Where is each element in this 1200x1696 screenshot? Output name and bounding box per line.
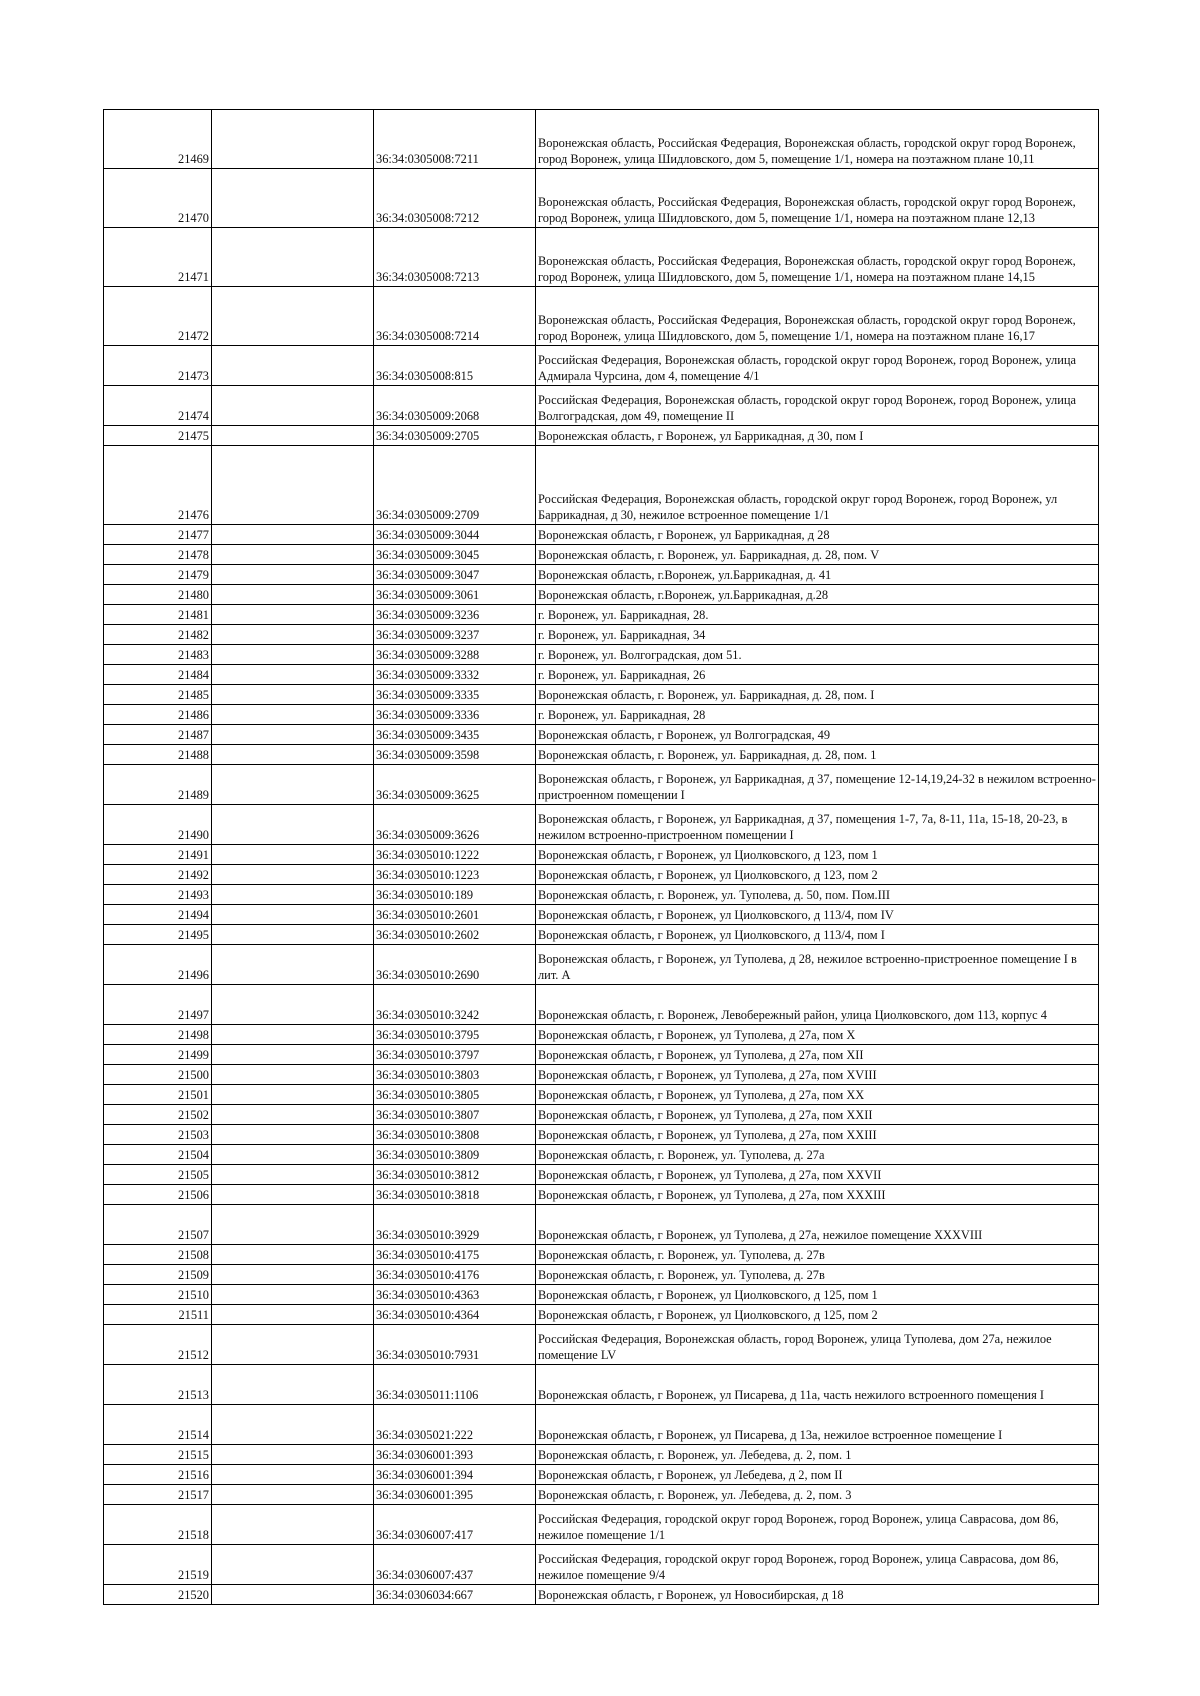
row-number: 21509	[104, 1265, 212, 1285]
empty-cell	[212, 925, 374, 945]
address: Воронежская область, г Воронеж, ул Туполева, д 27а, пом XXIII	[536, 1125, 1099, 1145]
empty-cell	[212, 1065, 374, 1085]
address: Воронежская область, г Воронеж, ул Баррикадная, д 28	[536, 525, 1099, 545]
row-number: 21504	[104, 1145, 212, 1165]
row-number: 21508	[104, 1245, 212, 1265]
empty-cell	[212, 1045, 374, 1065]
row-number: 21514	[104, 1405, 212, 1445]
empty-cell	[212, 1465, 374, 1485]
cadastral-number: 36:34:0305009:3061	[374, 585, 536, 605]
address: Воронежская область, г. Воронеж, ул. Баррикадная, д. 28, пом. I	[536, 685, 1099, 705]
empty-cell	[212, 685, 374, 705]
cadastral-number: 36:34:0305009:3336	[374, 705, 536, 725]
row-number: 21488	[104, 745, 212, 765]
empty-cell	[212, 865, 374, 885]
empty-cell	[212, 1445, 374, 1465]
address: Воронежская область, г Воронеж, ул Циолковского, д 125, пом 2	[536, 1305, 1099, 1325]
cadastral-number: 36:34:0305009:3626	[374, 805, 536, 845]
table-row	[104, 110, 1099, 169]
cadastral-number: 36:34:0305010:2690	[374, 945, 536, 985]
empty-cell	[212, 1365, 374, 1405]
row-number: 21513	[104, 1365, 212, 1405]
address: Воронежская область, г Воронеж, ул Туполева, д 27а, пом XXVII	[536, 1165, 1099, 1185]
address: Воронежская область, г. Воронеж, ул. Туполева, д. 27в	[536, 1265, 1099, 1285]
table-row	[104, 1505, 1099, 1545]
empty-cell	[212, 426, 374, 446]
cadastral-number: 36:34:0305009:3288	[374, 645, 536, 665]
table-row	[104, 1285, 1099, 1305]
cadastral-number: 36:34:0306007:437	[374, 1545, 536, 1585]
row-number: 21487	[104, 725, 212, 745]
table-row	[104, 525, 1099, 545]
row-number: 21499	[104, 1045, 212, 1065]
row-number: 21479	[104, 565, 212, 585]
cadastral-number: 36:34:0305010:3812	[374, 1165, 536, 1185]
address: г. Воронеж, ул. Баррикадная, 28.	[536, 605, 1099, 625]
table-row	[104, 1585, 1099, 1605]
address: Воронежская область, г Воронеж, ул Баррикадная, д 37, помещения 1-7, 7а, 8-11, 11а, 15-18, 20-23, в нежилом встроенно-пристроенном помещении I	[536, 805, 1099, 845]
cadastral-number: 36:34:0305008:7211	[374, 110, 536, 169]
cadastral-number: 36:34:0305008:815	[374, 346, 536, 386]
table-row	[104, 925, 1099, 945]
table-row	[104, 1125, 1099, 1145]
cadastral-number: 36:34:0305010:3242	[374, 985, 536, 1025]
cadastral-number: 36:34:0305010:7931	[374, 1325, 536, 1365]
address: Воронежская область, Российская Федерация, Воронежская область, городской округ город Воронеж, город Воронеж, улица Шидловского, дом 5, помещение 1/1, номера на поэтажном плане 12,13	[536, 169, 1099, 228]
empty-cell	[212, 805, 374, 845]
table-row	[104, 287, 1099, 346]
address: Воронежская область, г Воронеж, ул Писарева, д 13а, нежилое встроенное помещение I	[536, 1405, 1099, 1445]
cadastral-number: 36:34:0305010:4176	[374, 1265, 536, 1285]
address: Воронежская область, г Воронеж, ул Циолковского, д 123, пом 2	[536, 865, 1099, 885]
address: Российская Федерация, Воронежская область, городской округ город Воронеж, город Воронеж, ул Баррикадная, д 30, нежилое встроенное помещение 1/1	[536, 446, 1099, 525]
row-number: 21469	[104, 110, 212, 169]
table-row	[104, 645, 1099, 665]
row-number: 21490	[104, 805, 212, 845]
cadastral-number: 36:34:0305010:3807	[374, 1105, 536, 1125]
row-number: 21483	[104, 645, 212, 665]
address: Воронежская область, г Воронеж, ул Новосибирская, д 18	[536, 1585, 1099, 1605]
address: Российская Федерация, городской округ город Воронеж, город Воронеж, улица Саврасова, дом 86, нежилое помещение 9/4	[536, 1545, 1099, 1585]
cadastral-number: 36:34:0305010:2601	[374, 905, 536, 925]
cadastral-number: 36:34:0305009:3332	[374, 665, 536, 685]
empty-cell	[212, 1125, 374, 1145]
empty-cell	[212, 945, 374, 985]
empty-cell	[212, 525, 374, 545]
row-number: 21491	[104, 845, 212, 865]
empty-cell	[212, 346, 374, 386]
empty-cell	[212, 1325, 374, 1365]
empty-cell	[212, 605, 374, 625]
row-number: 21475	[104, 426, 212, 446]
table-row	[104, 1465, 1099, 1485]
table-row	[104, 725, 1099, 745]
cadastral-number: 36:34:0305010:2602	[374, 925, 536, 945]
row-number: 21478	[104, 545, 212, 565]
cadastral-number: 36:34:0305010:189	[374, 885, 536, 905]
empty-cell	[212, 228, 374, 287]
address: Российская Федерация, Воронежская область, городской округ город Воронеж, город Воронеж, улица Адмирала Чурсина, дом 4, помещение 4/1	[536, 346, 1099, 386]
table-row	[104, 1185, 1099, 1205]
table-row	[104, 605, 1099, 625]
cadastral-number: 36:34:0305010:3805	[374, 1085, 536, 1105]
cadastral-number: 36:34:0305009:3435	[374, 725, 536, 745]
row-number: 21470	[104, 169, 212, 228]
empty-cell	[212, 1085, 374, 1105]
address: Воронежская область, г Воронеж, ул Лебедева, д 2, пом II	[536, 1465, 1099, 1485]
row-number: 21477	[104, 525, 212, 545]
row-number: 21500	[104, 1065, 212, 1085]
empty-cell	[212, 1145, 374, 1165]
table-row	[104, 346, 1099, 386]
row-number: 21503	[104, 1125, 212, 1145]
row-number: 21516	[104, 1465, 212, 1485]
empty-cell	[212, 545, 374, 565]
table-row	[104, 805, 1099, 845]
cadastral-number: 36:34:0305009:2705	[374, 426, 536, 446]
empty-cell	[212, 1485, 374, 1505]
address: Воронежская область, г Воронеж, ул Туполева, д 27а, пом XII	[536, 1045, 1099, 1065]
table-row	[104, 1245, 1099, 1265]
cadastral-number: 36:34:0305009:3237	[374, 625, 536, 645]
row-number: 21480	[104, 585, 212, 605]
address: Воронежская область, г Воронеж, ул Туполева, д 27а, пом XXXIII	[536, 1185, 1099, 1205]
table-row	[104, 1165, 1099, 1185]
empty-cell	[212, 905, 374, 925]
table-row	[104, 905, 1099, 925]
table-row	[104, 1485, 1099, 1505]
row-number: 21510	[104, 1285, 212, 1305]
row-number: 21481	[104, 605, 212, 625]
cadastral-number: 36:34:0306001:395	[374, 1485, 536, 1505]
cadastral-number: 36:34:0305010:3803	[374, 1065, 536, 1085]
cadastral-number: 36:34:0305010:3818	[374, 1185, 536, 1205]
table-row	[104, 386, 1099, 426]
table-row	[104, 745, 1099, 765]
address: Воронежская область, г. Воронеж, ул. Лебедева, д. 2, пом. 3	[536, 1485, 1099, 1505]
empty-cell	[212, 1205, 374, 1245]
empty-cell	[212, 1585, 374, 1605]
cadastral-number: 36:34:0305008:7212	[374, 169, 536, 228]
empty-cell	[212, 110, 374, 169]
table-row	[104, 1025, 1099, 1045]
row-number: 21506	[104, 1185, 212, 1205]
row-number: 21497	[104, 985, 212, 1025]
cadastral-number: 36:34:0305010:3795	[374, 1025, 536, 1045]
row-number: 21515	[104, 1445, 212, 1465]
address: Воронежская область, г Воронеж, ул Туполева, д 27а, пом XX	[536, 1085, 1099, 1105]
cadastral-number: 36:34:0305008:7214	[374, 287, 536, 346]
table-row	[104, 545, 1099, 565]
address: Воронежская область, г. Воронеж, ул. Баррикадная, д. 28, пом. 1	[536, 745, 1099, 765]
cadastral-number: 36:34:0305009:3598	[374, 745, 536, 765]
cadastral-number: 36:34:0305010:3809	[374, 1145, 536, 1165]
address: Воронежская область, г Воронеж, ул Волгоградская, 49	[536, 725, 1099, 745]
row-number: 21498	[104, 1025, 212, 1045]
table-row	[104, 169, 1099, 228]
empty-cell	[212, 1265, 374, 1285]
row-number: 21489	[104, 765, 212, 805]
empty-cell	[212, 446, 374, 525]
row-number: 21494	[104, 905, 212, 925]
registry-body	[104, 110, 1099, 1605]
table-row	[104, 1105, 1099, 1125]
row-number: 21493	[104, 885, 212, 905]
address: Воронежская область, г.Воронеж, ул.Баррикадная, д. 41	[536, 565, 1099, 585]
address: Воронежская область, Российская Федерация, Воронежская область, городской округ город Воронеж, город Воронеж, улица Шидловского, дом 5, помещение 1/1, номера на поэтажном плане 16,17	[536, 287, 1099, 346]
cadastral-number: 36:34:0305010:4364	[374, 1305, 536, 1325]
empty-cell	[212, 665, 374, 685]
empty-cell	[212, 386, 374, 426]
table-row	[104, 585, 1099, 605]
cadastral-number: 36:34:0305009:2068	[374, 386, 536, 426]
empty-cell	[212, 1245, 374, 1265]
table-row	[104, 1305, 1099, 1325]
cadastral-number: 36:34:0306034:667	[374, 1585, 536, 1605]
table-row	[104, 228, 1099, 287]
table-row	[104, 1365, 1099, 1405]
empty-cell	[212, 287, 374, 346]
address: Воронежская область, г Воронеж, ул Туполева, д 27а, пом XXII	[536, 1105, 1099, 1125]
table-row	[104, 945, 1099, 985]
empty-cell	[212, 725, 374, 745]
address: Воронежская область, г. Воронеж, ул. Лебедева, д. 2, пом. 1	[536, 1445, 1099, 1465]
cadastral-number: 36:34:0305009:3335	[374, 685, 536, 705]
table-row	[104, 1265, 1099, 1285]
cadastral-number: 36:34:0305010:3797	[374, 1045, 536, 1065]
table-row	[104, 1085, 1099, 1105]
cadastral-number: 36:34:0305010:3929	[374, 1205, 536, 1245]
empty-cell	[212, 625, 374, 645]
table-row	[104, 885, 1099, 905]
address: Воронежская область, г Воронеж, ул Туполева, д 27а, нежилое помещение XXXVIII	[536, 1205, 1099, 1245]
table-row	[104, 565, 1099, 585]
row-number: 21492	[104, 865, 212, 885]
empty-cell	[212, 1185, 374, 1205]
property-registry-table	[103, 109, 1099, 1605]
empty-cell	[212, 1405, 374, 1445]
empty-cell	[212, 1105, 374, 1125]
row-number: 21520	[104, 1585, 212, 1605]
address: Воронежская область, г Воронеж, ул Баррикадная, д 30, пом I	[536, 426, 1099, 446]
empty-cell	[212, 1305, 374, 1325]
address: Российская Федерация, городской округ город Воронеж, город Воронеж, улица Саврасова, дом 86, нежилое помещение 1/1	[536, 1505, 1099, 1545]
cadastral-number: 36:34:0305010:3808	[374, 1125, 536, 1145]
address: Воронежская область, Российская Федерация, Воронежская область, городской округ город Воронеж, город Воронеж, улица Шидловского, дом 5, помещение 1/1, номера на поэтажном плане 10,11	[536, 110, 1099, 169]
address: Воронежская область, г. Воронеж, ул. Баррикадная, д. 28, пом. V	[536, 545, 1099, 565]
address: Воронежская область, г Воронеж, ул Туполева, д 27а, пом XVIII	[536, 1065, 1099, 1085]
empty-cell	[212, 705, 374, 725]
table-row	[104, 625, 1099, 645]
table-row	[104, 845, 1099, 865]
address: Воронежская область, г.Воронеж, ул.Баррикадная, д.28	[536, 585, 1099, 605]
cadastral-number: 36:34:0305009:3625	[374, 765, 536, 805]
address: Воронежская область, г. Воронеж, ул. Туполева, д. 27в	[536, 1245, 1099, 1265]
cadastral-number: 36:34:0305009:3236	[374, 605, 536, 625]
cadastral-number: 36:34:0305009:2709	[374, 446, 536, 525]
row-number: 21517	[104, 1485, 212, 1505]
cadastral-number: 36:34:0306007:417	[374, 1505, 536, 1545]
cadastral-number: 36:34:0305009:3047	[374, 565, 536, 585]
row-number: 21474	[104, 386, 212, 426]
address: Воронежская область, г Воронеж, ул Циолковского, д 125, пом 1	[536, 1285, 1099, 1305]
row-number: 21519	[104, 1545, 212, 1585]
row-number: 21507	[104, 1205, 212, 1245]
address: Воронежская область, г Воронеж, ул Баррикадная, д 37, помещение 12-14,19,24-32 в нежилом встроенно-пристроенном помещении I	[536, 765, 1099, 805]
empty-cell	[212, 1545, 374, 1585]
table-row	[104, 1045, 1099, 1065]
row-number: 21501	[104, 1085, 212, 1105]
table-row	[104, 765, 1099, 805]
row-number: 21511	[104, 1305, 212, 1325]
table-row	[104, 426, 1099, 446]
empty-cell	[212, 765, 374, 805]
cadastral-number: 36:34:0306001:394	[374, 1465, 536, 1485]
cadastral-number: 36:34:0305009:3045	[374, 545, 536, 565]
row-number: 21505	[104, 1165, 212, 1185]
row-number: 21512	[104, 1325, 212, 1365]
cadastral-number: 36:34:0305010:1222	[374, 845, 536, 865]
row-number: 21486	[104, 705, 212, 725]
address: Воронежская область, г. Воронеж, ул. Туполева, д. 50, пом. Пом.III	[536, 885, 1099, 905]
address: г. Воронеж, ул. Баррикадная, 34	[536, 625, 1099, 645]
empty-cell	[212, 885, 374, 905]
row-number: 21482	[104, 625, 212, 645]
cadastral-number: 36:34:0305009:3044	[374, 525, 536, 545]
cadastral-number: 36:34:0305010:4175	[374, 1245, 536, 1265]
address: Российская Федерация, Воронежская область, городской округ город Воронеж, город Воронеж, улица Волгоградская, дом 49, помещение II	[536, 386, 1099, 426]
table-row	[104, 1445, 1099, 1465]
cadastral-number: 36:34:0305008:7213	[374, 228, 536, 287]
table-row	[104, 1065, 1099, 1085]
empty-cell	[212, 1285, 374, 1305]
cadastral-number: 36:34:0306001:393	[374, 1445, 536, 1465]
empty-cell	[212, 169, 374, 228]
row-number: 21471	[104, 228, 212, 287]
empty-cell	[212, 1165, 374, 1185]
empty-cell	[212, 565, 374, 585]
address: Российская Федерация, Воронежская область, город Воронеж, улица Туполева, дом 27а, нежилое помещение LV	[536, 1325, 1099, 1365]
address: Воронежская область, г Воронеж, ул Писарева, д 11а, часть нежилого встроенного помещения I	[536, 1365, 1099, 1405]
empty-cell	[212, 645, 374, 665]
address: Воронежская область, г Воронеж, ул Циолковского, д 123, пом 1	[536, 845, 1099, 865]
empty-cell	[212, 1505, 374, 1545]
table-row	[104, 1545, 1099, 1585]
cadastral-number: 36:34:0305010:4363	[374, 1285, 536, 1305]
empty-cell	[212, 585, 374, 605]
table-row	[104, 985, 1099, 1025]
cadastral-number: 36:34:0305011:1106	[374, 1365, 536, 1405]
row-number: 21496	[104, 945, 212, 985]
address: Воронежская область, Российская Федерация, Воронежская область, городской округ город Воронеж, город Воронеж, улица Шидловского, дом 5, помещение 1/1, номера на поэтажном плане 14,15	[536, 228, 1099, 287]
table-row	[104, 865, 1099, 885]
address: Воронежская область, г Воронеж, ул Циолковского, д 113/4, пом IV	[536, 905, 1099, 925]
row-number: 21476	[104, 446, 212, 525]
row-number: 21473	[104, 346, 212, 386]
table-row	[104, 1145, 1099, 1165]
address: Воронежская область, г Воронеж, ул Туполева, д 28, нежилое встроенно-пристроенное помещение I в лит. А	[536, 945, 1099, 985]
cadastral-number: 36:34:0305021:222	[374, 1405, 536, 1445]
empty-cell	[212, 1025, 374, 1045]
address: Воронежская область, г. Воронеж, ул. Туполева, д. 27а	[536, 1145, 1099, 1165]
address: Воронежская область, г Воронеж, ул Туполева, д 27а, пом X	[536, 1025, 1099, 1045]
table-row	[104, 1325, 1099, 1365]
table-row	[104, 665, 1099, 685]
address: Воронежская область, г. Воронеж, Левобережный район, улица Циолковского, дом 113, корпус 4	[536, 985, 1099, 1025]
row-number: 21472	[104, 287, 212, 346]
table-row	[104, 1205, 1099, 1245]
row-number: 21502	[104, 1105, 212, 1125]
empty-cell	[212, 745, 374, 765]
row-number: 21518	[104, 1505, 212, 1545]
address: г. Воронеж, ул. Баррикадная, 26	[536, 665, 1099, 685]
table-row	[104, 446, 1099, 525]
address: Воронежская область, г Воронеж, ул Циолковского, д 113/4, пом I	[536, 925, 1099, 945]
table-row	[104, 705, 1099, 725]
empty-cell	[212, 845, 374, 865]
table-row	[104, 1405, 1099, 1445]
cadastral-number: 36:34:0305010:1223	[374, 865, 536, 885]
row-number: 21484	[104, 665, 212, 685]
address: г. Воронеж, ул. Волгоградская, дом 51.	[536, 645, 1099, 665]
address: г. Воронеж, ул. Баррикадная, 28	[536, 705, 1099, 725]
row-number: 21485	[104, 685, 212, 705]
row-number: 21495	[104, 925, 212, 945]
empty-cell	[212, 985, 374, 1025]
table-row	[104, 685, 1099, 705]
